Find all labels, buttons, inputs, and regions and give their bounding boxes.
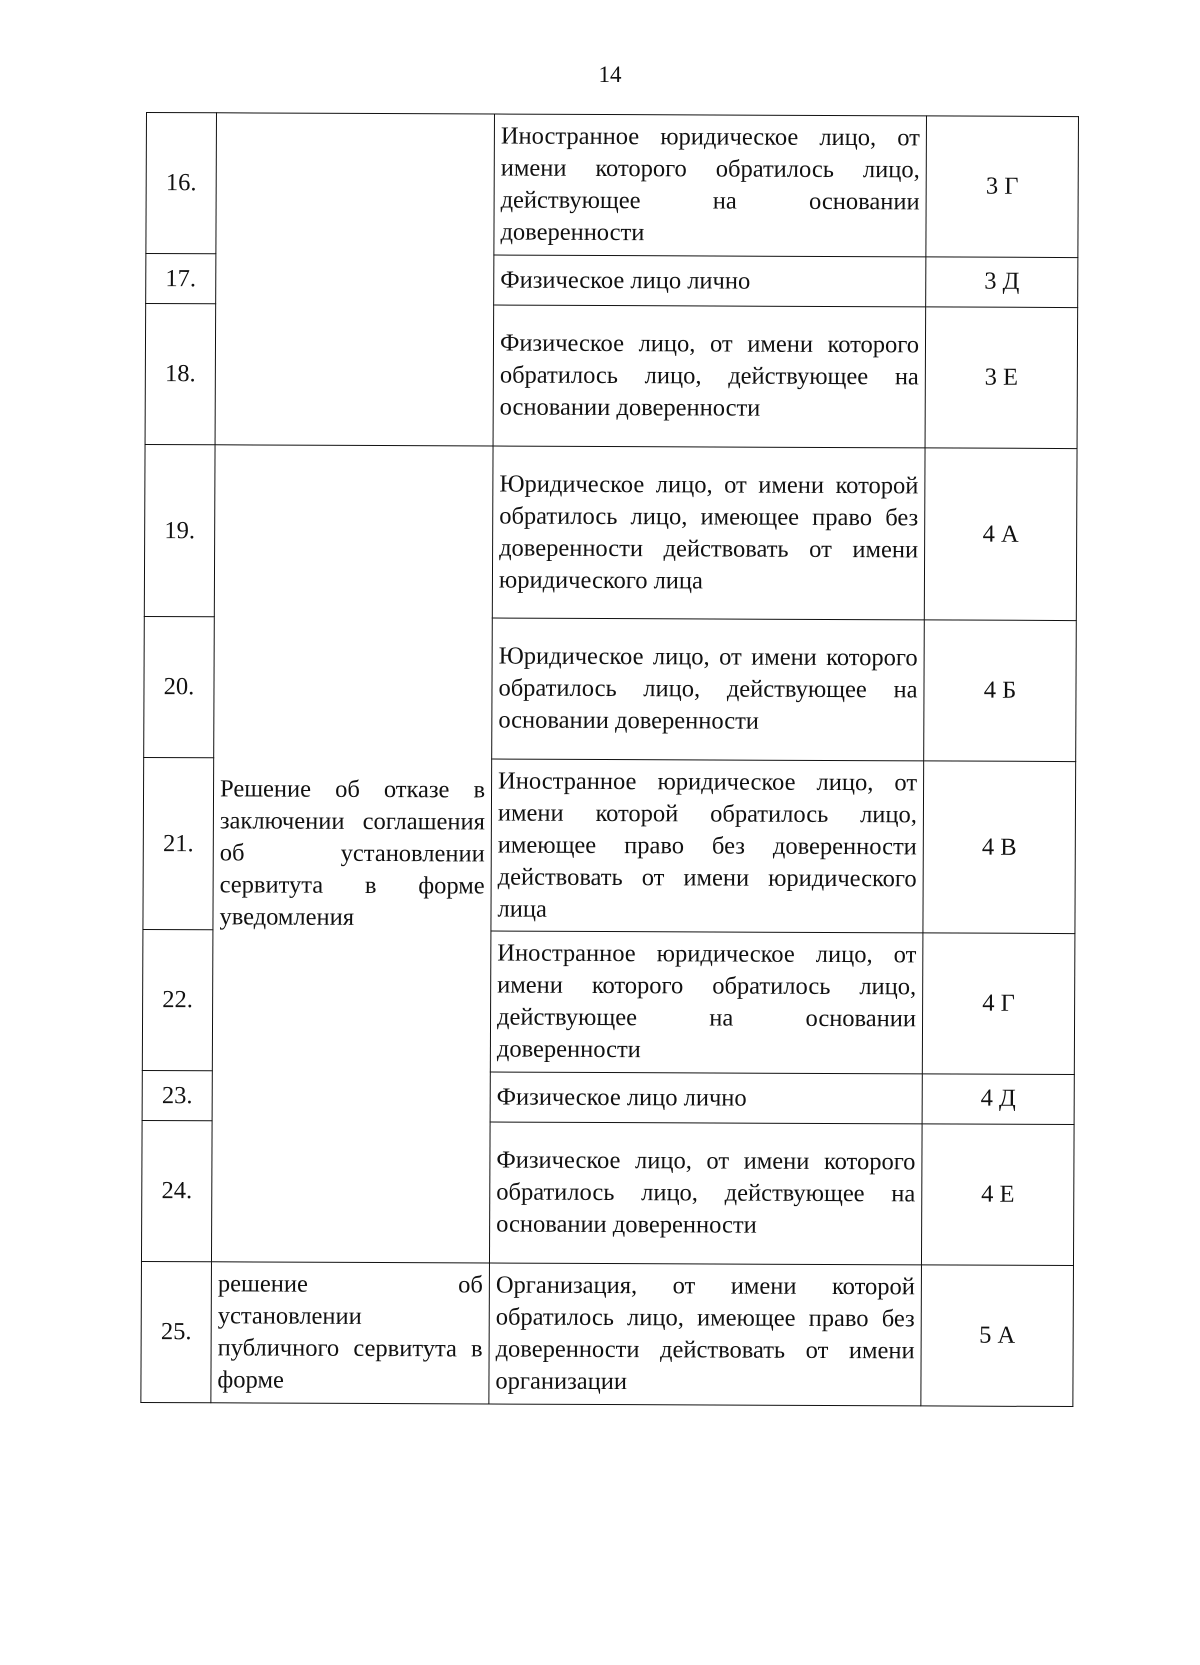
applicant-code: 4 Г: [922, 933, 1075, 1075]
row-number: 16.: [146, 113, 217, 254]
row-number: 21.: [143, 757, 214, 929]
applicant-code: 3 Е: [925, 307, 1078, 449]
row-number: 20.: [144, 616, 215, 757]
applicant-description: Физическое лицо лично: [490, 1072, 922, 1124]
table-row: [144, 444, 1077, 620]
applicant-description: Физическое лицо лично: [494, 255, 926, 307]
table-row: [141, 1261, 1074, 1406]
applicant-description: Юридическое лицо, от имени которого обратилось лицо, действующее на основании доверенности: [492, 618, 925, 761]
row-number: 18.: [145, 304, 216, 445]
decision-refusal-servitude: Решение об отказе в заключении соглашения об установлении сервитута в форме уведомления: [211, 445, 493, 1263]
row-number: 25.: [141, 1261, 212, 1402]
row-number: 24.: [141, 1120, 212, 1261]
row-number: 17.: [146, 254, 216, 304]
applicant-description: Иностранное юридическое лицо, от имени которого обратилось лицо, действующее на основании доверенности: [494, 114, 927, 257]
row-number: 19.: [144, 444, 215, 616]
applicant-description: Физическое лицо, от имени которого обратилось лицо, действующее на основании доверенности: [489, 1122, 922, 1265]
applicant-code: 5 А: [921, 1265, 1074, 1407]
applicant-description: Иностранное юридическое лицо, от имени которой обратилось лицо, имеющее право без доверенности действовать от имени юридического лица: [491, 759, 924, 933]
applicant-description: Физическое лицо, от имени которого обратилось лицо, действующее на основании доверенности: [493, 305, 926, 448]
applicant-code: 4 Д: [922, 1074, 1074, 1125]
applicant-description: Организация, от имени которой обратилось лицо, имеющее право без доверенности действовать от имени организации: [489, 1263, 922, 1406]
table-row: [146, 113, 1079, 258]
page-number: 14: [598, 62, 622, 87]
decision-cell-empty: [215, 113, 494, 446]
applicant-code: 4 Е: [921, 1124, 1074, 1266]
document-table: [140, 112, 1079, 1407]
decision-public-servitude: решение об установлении публичного сервитута в форме: [211, 1262, 490, 1404]
applicant-description: Юридическое лицо, от имени которой обратилось лицо, имеющее право без доверенности действовать от имени юридического лица: [492, 446, 925, 620]
applicant-code: 3 Г: [926, 116, 1079, 258]
applicant-code: 4 В: [923, 761, 1076, 934]
applicant-code: 4 А: [924, 448, 1077, 621]
row-number: 23.: [142, 1070, 212, 1120]
row-number: 22.: [142, 929, 213, 1070]
applicant-code: 4 Б: [924, 620, 1077, 762]
applicant-description: Иностранное юридическое лицо, от имени которого обратилось лицо, действующее на основании доверенности: [490, 931, 923, 1074]
applicant-code: 3 Д: [926, 257, 1078, 308]
